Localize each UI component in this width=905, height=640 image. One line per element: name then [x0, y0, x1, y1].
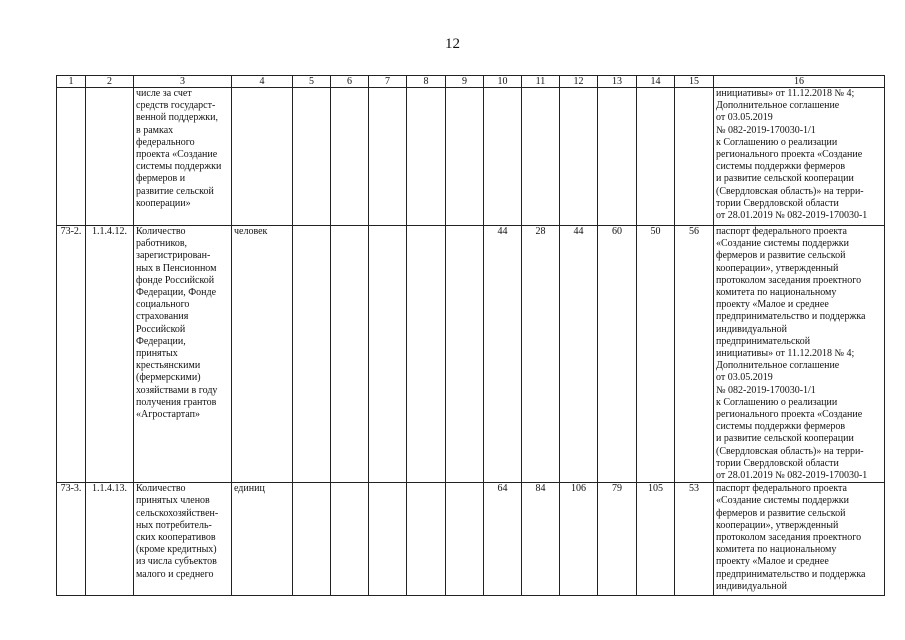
value-cell-col-13: [598, 88, 637, 226]
value-cell-col-9: [446, 483, 484, 596]
indicator-name-line: ских кооперативов: [136, 532, 216, 544]
source-document-line: и развитие сельской кооперации: [716, 433, 854, 445]
indicator-name-line: Количество: [136, 226, 186, 237]
source-document-line: системы поддержки фермеров: [716, 421, 846, 433]
indicators-table: [56, 75, 885, 596]
source-document-line: от 03.05.2019: [716, 372, 773, 384]
column-header-10: 10: [484, 76, 522, 88]
value-cell-col-8: [407, 483, 446, 596]
value-cell-col-11: 84: [522, 483, 560, 596]
indicator-name-line: (фермерскими): [136, 372, 201, 384]
source-document-line: инициативы» от 11.12.2018 № 4;: [716, 88, 855, 99]
source-document-line: «Создание системы поддержки: [716, 495, 849, 507]
value-cell-col-10: [484, 88, 522, 226]
indicator-name-line: принятых членов: [136, 495, 210, 507]
column-header-6: 6: [331, 76, 369, 88]
value-cell-col-10: 44: [484, 226, 522, 483]
value-cell-col-9: [446, 88, 484, 226]
source-document-line: тории Свердловской области: [716, 197, 839, 209]
indicator-name-line: числе за счет: [136, 88, 192, 99]
source-document-line: к Соглашению о реализации: [716, 396, 838, 408]
indicator-name-line: системы поддержки: [136, 161, 222, 173]
source-document-line: паспорт федерального проекта: [716, 226, 847, 237]
value-cell-col-15: [675, 88, 714, 226]
header-row: [57, 76, 885, 88]
column-header-3: 3: [134, 76, 232, 88]
indicator-name-line: Количество: [136, 483, 186, 495]
indicator-name-line: «Агростартап»: [136, 409, 200, 421]
source-document-line: регионального проекта «Создание: [716, 409, 863, 421]
source-document-line: № 082-2019-170030-1/1: [716, 384, 816, 396]
column-header-9: 9: [446, 76, 484, 88]
value-cell-col-11: [522, 88, 560, 226]
column-header-12: 12: [560, 76, 598, 88]
row-number-cell: 73-2.: [57, 226, 86, 483]
source-document-line: и развитие сельской кооперации: [716, 173, 854, 185]
indicator-name-line: из числа субъектов: [136, 556, 217, 568]
row-code-cell: 1.1.4.12.: [86, 226, 134, 483]
source-document-line: кооперации», утвержденный: [716, 519, 839, 531]
value-cell-col-14: 50: [637, 226, 675, 483]
source-document-cell: [714, 88, 885, 226]
indicator-name-line: фермеров и: [136, 173, 186, 185]
indicator-name-cell: [134, 88, 232, 226]
source-document-line: протоколом заседания проектного: [716, 532, 862, 544]
source-document-line: от 28.01.2019 № 082-2019-170030-1: [716, 470, 868, 482]
source-document-line: системы поддержки фермеров: [716, 161, 846, 173]
value-cell-col-8: [407, 88, 446, 226]
value-cell-col-7: [369, 483, 407, 596]
source-document-cell: [714, 483, 885, 596]
value-cell-col-12: [560, 88, 598, 226]
column-header-16: 16: [714, 76, 885, 88]
value-cell-col-12: 106: [560, 483, 598, 596]
indicator-name-line: в рамках: [136, 124, 174, 136]
value-cell-col-7: [369, 88, 407, 226]
column-header-13: 13: [598, 76, 637, 88]
indicator-name-line: принятых: [136, 348, 178, 360]
source-document-line: инициативы» от 11.12.2018 № 4;: [716, 348, 855, 360]
value-cell-col-15: 56: [675, 226, 714, 483]
table-row: [57, 483, 885, 596]
source-document-line: от 28.01.2019 № 082-2019-170030-1: [716, 210, 868, 222]
indicator-name-line: крестьянскими: [136, 360, 201, 372]
indicator-name-cell: [134, 483, 232, 596]
source-document-line: протоколом заседания проектного: [716, 274, 862, 286]
value-cell-col-8: [407, 226, 446, 483]
column-header-15: 15: [675, 76, 714, 88]
indicator-name-line: кооперации»: [136, 197, 191, 209]
source-document-line: кооперации», утвержденный: [716, 262, 839, 274]
source-document-line: № 082-2019-170030-1/1: [716, 124, 816, 136]
row-number-cell: [57, 88, 86, 226]
source-document-line: (Свердловская область)» на терри-: [716, 185, 864, 197]
source-document-line: паспорт федерального проекта: [716, 483, 847, 495]
source-document-line: тории Свердловской области: [716, 457, 839, 469]
indicator-name-line: Российской: [136, 323, 186, 335]
unit-cell: человек: [232, 226, 293, 483]
value-cell-col-14: 105: [637, 483, 675, 596]
indicator-name-line: ных в Пенсионном: [136, 262, 217, 274]
indicator-name-line: страхования: [136, 311, 189, 323]
source-document-line: проекту «Малое и среднее: [716, 299, 829, 311]
source-document-line: (Свердловская область)» на терри-: [716, 445, 864, 457]
indicator-name-line: развитие сельской: [136, 185, 214, 197]
value-cell-col-7: [369, 226, 407, 483]
indicator-name-line: Федерации,: [136, 335, 186, 347]
value-cell-col-11: 28: [522, 226, 560, 483]
unit-cell: [232, 88, 293, 226]
source-document-line: «Создание системы поддержки: [716, 238, 849, 250]
value-cell-col-5: [293, 483, 331, 596]
column-header-2: 2: [86, 76, 134, 88]
indicator-name-line: социального: [136, 299, 190, 311]
value-cell-col-15: 53: [675, 483, 714, 596]
source-document-line: фермеров и развитие сельской: [716, 250, 846, 262]
source-document-line: предпринимательство и поддержка: [716, 568, 866, 580]
unit-cell: единиц: [232, 483, 293, 596]
source-document-line: проекту «Малое и среднее: [716, 556, 829, 568]
indicator-name-line: федерального: [136, 136, 195, 148]
indicator-name-line: Федерации, Фонде: [136, 287, 217, 299]
source-document-line: комитета по национальному: [716, 544, 837, 556]
indicator-name-line: получения грантов: [136, 396, 217, 408]
source-document-line: индивидуальной: [716, 580, 787, 592]
indicator-name-line: средств государст-: [136, 100, 216, 112]
row-code-cell: 1.1.4.13.: [86, 483, 134, 596]
indicator-name-line: работников,: [136, 238, 188, 250]
column-header-1: 1: [57, 76, 86, 88]
source-document-line: индивидуальной: [716, 323, 787, 335]
value-cell-col-6: [331, 226, 369, 483]
source-document-line: предпринимательство и поддержка: [716, 311, 866, 323]
column-header-4: 4: [232, 76, 293, 88]
indicator-name-line: фонде Российской: [136, 274, 215, 286]
column-header-5: 5: [293, 76, 331, 88]
source-document-line: предпринимательской: [716, 335, 811, 347]
source-document-line: к Соглашению о реализации: [716, 136, 838, 148]
source-document-line: регионального проекта «Создание: [716, 149, 863, 161]
indicator-name-line: зарегистрирован-: [136, 250, 211, 262]
source-document-line: комитета по национальному: [716, 287, 837, 299]
indicator-name-line: хозяйствами в году: [136, 384, 218, 396]
indicator-name-line: (кроме кредитных): [136, 544, 217, 556]
indicator-name-cell: [134, 226, 232, 483]
source-document-line: от 03.05.2019: [716, 112, 773, 124]
column-header-11: 11: [522, 76, 560, 88]
source-document-line: Дополнительное соглашение: [716, 100, 840, 112]
value-cell-col-13: 79: [598, 483, 637, 596]
value-cell-col-6: [331, 88, 369, 226]
indicator-name-line: проекта «Создание: [136, 149, 218, 161]
indicator-name-line: малого и среднего: [136, 568, 214, 580]
row-code-cell: [86, 88, 134, 226]
indicator-name-line: ных потребитель-: [136, 519, 212, 531]
value-cell-col-5: [293, 88, 331, 226]
indicator-name-line: сельскохозяйствен-: [136, 507, 219, 519]
source-document-line: фермеров и развитие сельской: [716, 507, 846, 519]
value-cell-col-9: [446, 226, 484, 483]
value-cell-col-10: 64: [484, 483, 522, 596]
indicator-name-line: венной поддержки,: [136, 112, 218, 124]
row-number-cell: 73-3.: [57, 483, 86, 596]
value-cell-col-14: [637, 88, 675, 226]
value-cell-col-12: 44: [560, 226, 598, 483]
value-cell-col-5: [293, 226, 331, 483]
value-cell-col-6: [331, 483, 369, 596]
column-header-14: 14: [637, 76, 675, 88]
column-header-8: 8: [407, 76, 446, 88]
value-cell-col-13: 60: [598, 226, 637, 483]
column-header-7: 7: [369, 76, 407, 88]
source-document-line: Дополнительное соглашение: [716, 360, 840, 372]
page-number: 12: [445, 36, 460, 52]
table-row: [57, 226, 885, 483]
table-row: [57, 88, 885, 226]
source-document-cell: [714, 226, 885, 483]
